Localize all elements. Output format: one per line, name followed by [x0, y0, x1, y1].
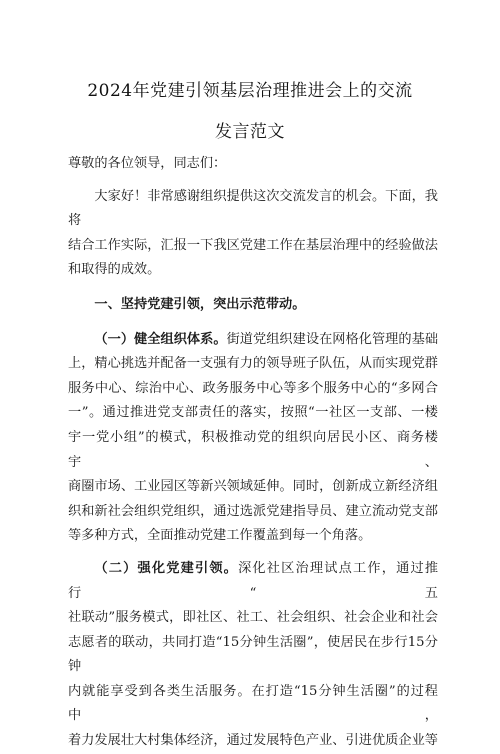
paragraph-line: 织和新社会组织党组织，通过选派党建指导员、建立流动党支部 [68, 503, 438, 519]
section-1-heading: 一、坚持党建引领，突出示范带动。 [94, 296, 306, 312]
paragraph-line [68, 557, 438, 606]
subsection-2-lead: （二）强化党建引领。 [94, 560, 239, 576]
intro-line: 结合工作实际，汇报一下我区党建工作在基层治理中的经验做法 [68, 237, 438, 253]
paragraph-line: 内就能享受到各类生活服务。在打造“15分钟生活圈”的过程中， [68, 683, 438, 724]
document-title-line-1: 2024年党建引领基层治理推进会上的交流 [87, 81, 413, 101]
intro-line: 和取得的成效。 [68, 262, 161, 278]
paragraph-line: 服务中心、综治中心、政务服务中心等多个服务中心的“多网合 [68, 380, 438, 396]
paragraph-text: 深化社区治理试点工作，通过推行“五 [68, 560, 439, 601]
paragraph-line: 一”。通过推进党支部责任的落实，按照“一社区一支部、一楼 [68, 405, 438, 421]
paragraph-line: 社联动”服务模式，即社区、社工、社会组织、社会企业和社会 [68, 610, 438, 626]
paragraph-line [68, 328, 438, 353]
intro-line: 大家好！非常感谢组织提供这次交流发言的机会。下面，我将 [68, 188, 438, 229]
paragraph-line: 商圈市场、工业园区等新兴领域延伸。同时，创新成立新经济组 [68, 479, 438, 495]
intro-paragraph [68, 185, 438, 283]
paragraph-line: 着力发展壮大村集体经济，通过发展特色产业、引进优质企业等 [68, 733, 438, 749]
paragraph-line: 上，精心挑选并配备一支强有力的领导班子队伍，从而实现党群 [68, 356, 438, 372]
document-body [68, 152, 438, 754]
document-title-line-2: 发言范文 [215, 122, 285, 142]
paragraph-line: 等多种方式，全面推动党建工作覆盖到每一个角落。 [68, 528, 372, 544]
paragraph-text: 街道党组织建设在网格化管理的基础 [226, 331, 439, 347]
subsection-1-paragraph [68, 328, 438, 549]
subsection-1-lead: （一）健全组织体系。 [94, 331, 227, 347]
paragraph-line: 志愿者的联动，共同打造“15分钟生活圈”，使居民在步行15分钟 [68, 634, 438, 675]
salutation: 尊敬的各位领导，同志们： [68, 156, 227, 171]
paragraph-line: 宇一党小组”的模式，积极推动党的组织向居民小区、商务楼宇、 [68, 429, 438, 470]
subsection-2-paragraph [68, 557, 438, 754]
